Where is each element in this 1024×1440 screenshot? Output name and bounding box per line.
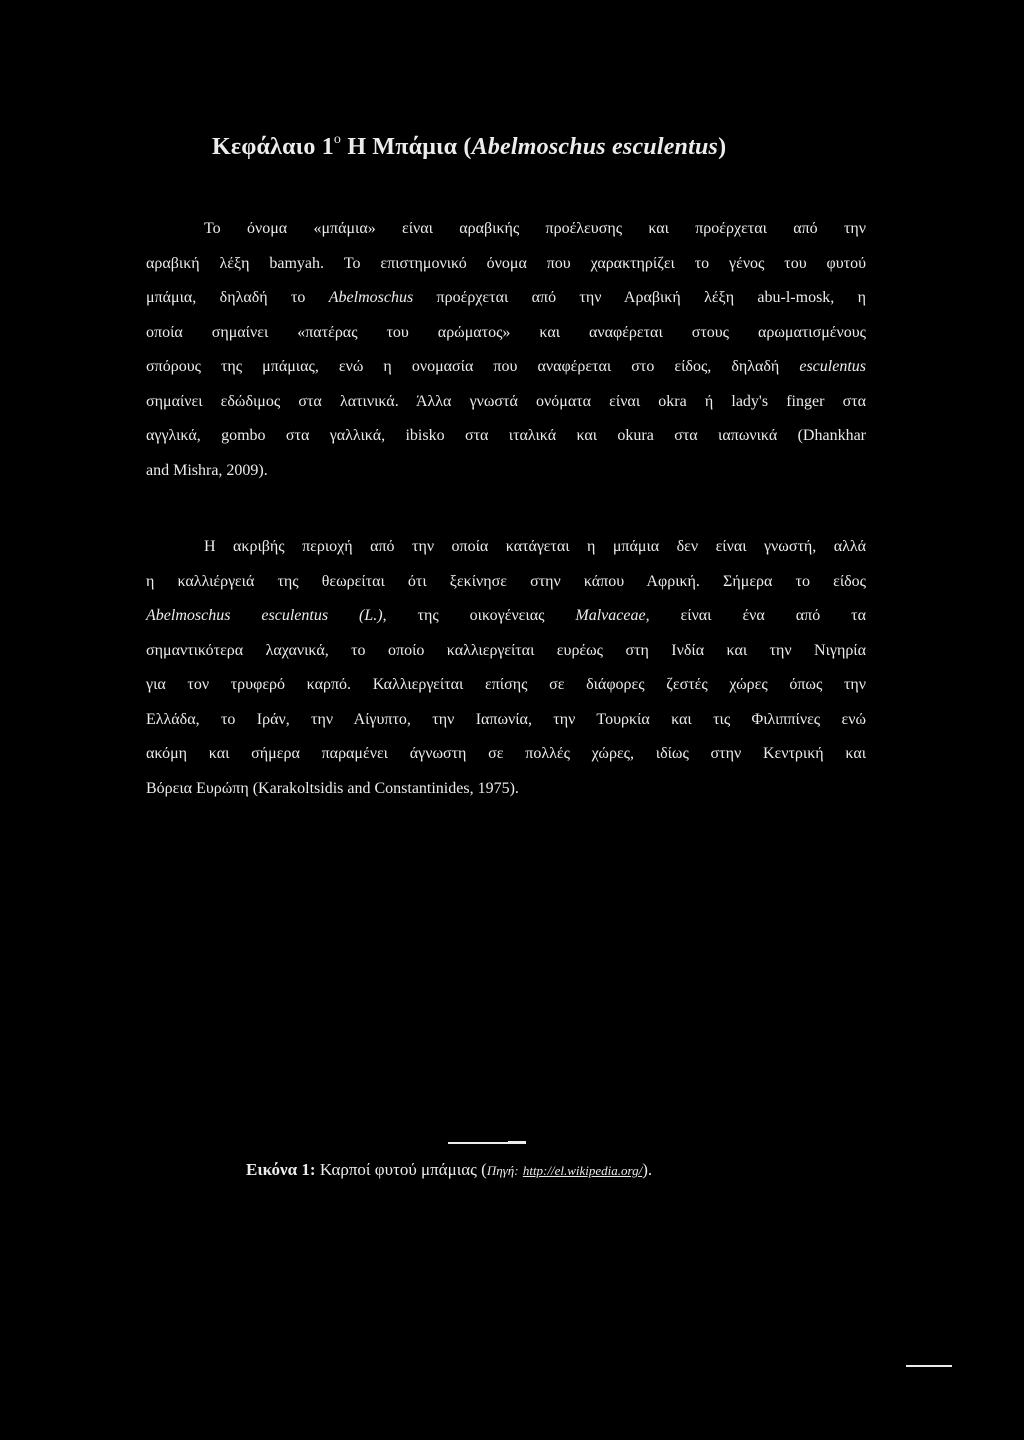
paragraph-etymology [146,212,866,488]
family-name: Malvaceae [575,607,646,624]
chapter-title-middle: Η Μπάμια ( [341,134,472,160]
footer-rule [906,1365,952,1367]
paragraph-line [146,454,866,489]
text-segment: , είναι ένα από τα [645,607,866,624]
line-text: Ελλάδα, το Ιράν, την Αίγυπτο, την Ιαπωνία, την Τουρκία και τις Φιλιππίνες ενώ [146,710,866,728]
line-text: σημαντικότερα λαχανικά, το οποίο καλλιεργείται ευρέως στη Ινδία και την Νιγηρία [146,641,866,659]
word: όνομα [246,220,288,237]
paragraph-line [146,316,866,351]
figure-caption-label: Εικόνα 1: [246,1160,316,1179]
line-text: οποία σημαίνει «πατέρας του αρώματος» και αναφέρεται στους αρωματισμένους [146,323,866,341]
line-text: ακόμη και σήμερα παραμένει άγνωστη σε πολλές χώρες, ιδίως στην Κεντρική και [146,745,866,762]
figure-caption [246,1160,806,1180]
line-text: Βόρεια Ευρώπη (Karakoltsidis and Constantinides, 1975). [146,779,519,797]
paragraph-line [146,281,866,316]
word: είναι [402,220,433,237]
line-text [146,281,866,316]
chapter-title-latin-name: Abelmoschus esculentus [471,134,719,160]
figure-caption-source-label: Πηγή: [486,1163,519,1178]
line-text: and Mishra, 2009). [146,461,268,479]
line-text: αραβική λέξη bamyah. Το επιστημονικό όνομα που χαρακτηρίζει το γένος του φυτού [146,254,866,272]
paragraph-line [146,419,866,454]
line-text [146,350,866,385]
paragraph-origin-cultivation [146,530,866,806]
chapter-title-superscript: ο [333,132,342,147]
word: προέλευσης [545,220,623,237]
paragraph-line [146,737,866,772]
chapter-title [212,134,832,161]
word: την [843,220,866,237]
paragraph-line [146,530,866,565]
paragraph-line [146,350,866,385]
word: και [648,220,669,237]
text-segment: προέρχεται από την Αραβική λέξη abu-l-mosk, η [413,289,867,306]
chapter-title-suffix: ) [718,134,727,160]
paragraph-line [146,703,866,738]
figure-caption-text: Καρποί φυτού μπάμιας ( [315,1160,487,1179]
line-text: η καλλιέργειά της θεωρείται ότι ξεκίνησε στην κάπου Αφρική. Σήμερα το είδος [146,572,866,590]
line-text: για τον τρυφερό καρπό. Καλλιεργείται επίσης σε διάφορες ζεστές χώρες όπως την [146,676,866,693]
text-segment: , της οικογένειας [382,607,576,624]
paragraph-line [146,599,866,634]
word: Το [204,220,221,237]
line-text [146,599,866,634]
word: από [793,220,818,237]
text-segment: σπόρους της μπάμιας, ενώ η ονομασία που αναφέρεται στο είδος, δηλαδή [146,358,800,375]
paragraph-line [146,385,866,420]
paragraph-line [146,668,866,703]
paragraph-line [146,212,866,247]
chapter-title-prefix: Κεφάλαιο 1 [212,134,334,160]
line-text: Η ακριβής περιοχή από την οποία κατάγεται η μπάμια δεν είναι γνωστή, αλλά [204,538,866,555]
paragraph-line [146,634,866,669]
paragraph-line [146,565,866,600]
species-name: esculentus [799,358,866,375]
paragraph-line [146,772,866,807]
text-segment: μπάμια, δηλαδή το [146,289,329,306]
line-text: αγγλικά, gombo στα γαλλικά, ibisko στα ιταλικά και okura στα ιαπωνικά (Dhankhar [146,427,866,444]
word: προέρχεται [695,220,767,237]
figure-source-link[interactable]: http://el.wikipedia.org/ [522,1163,643,1178]
paragraph-line [146,247,866,282]
line-text: σημαίνει εδώδιμος στα λατινικά. Άλλα γνωστά ονόματα είναι okra ή lady's finger στα [146,392,866,410]
word: «μπάμια» [313,220,376,237]
figure-placeholder-rule-accent [508,1141,526,1144]
figure-caption-closing: ). [642,1160,653,1179]
genus-name: Abelmoschus [328,289,414,306]
word: αραβικής [459,220,520,237]
scientific-name: Abelmoschus esculentus (L.) [146,607,383,624]
